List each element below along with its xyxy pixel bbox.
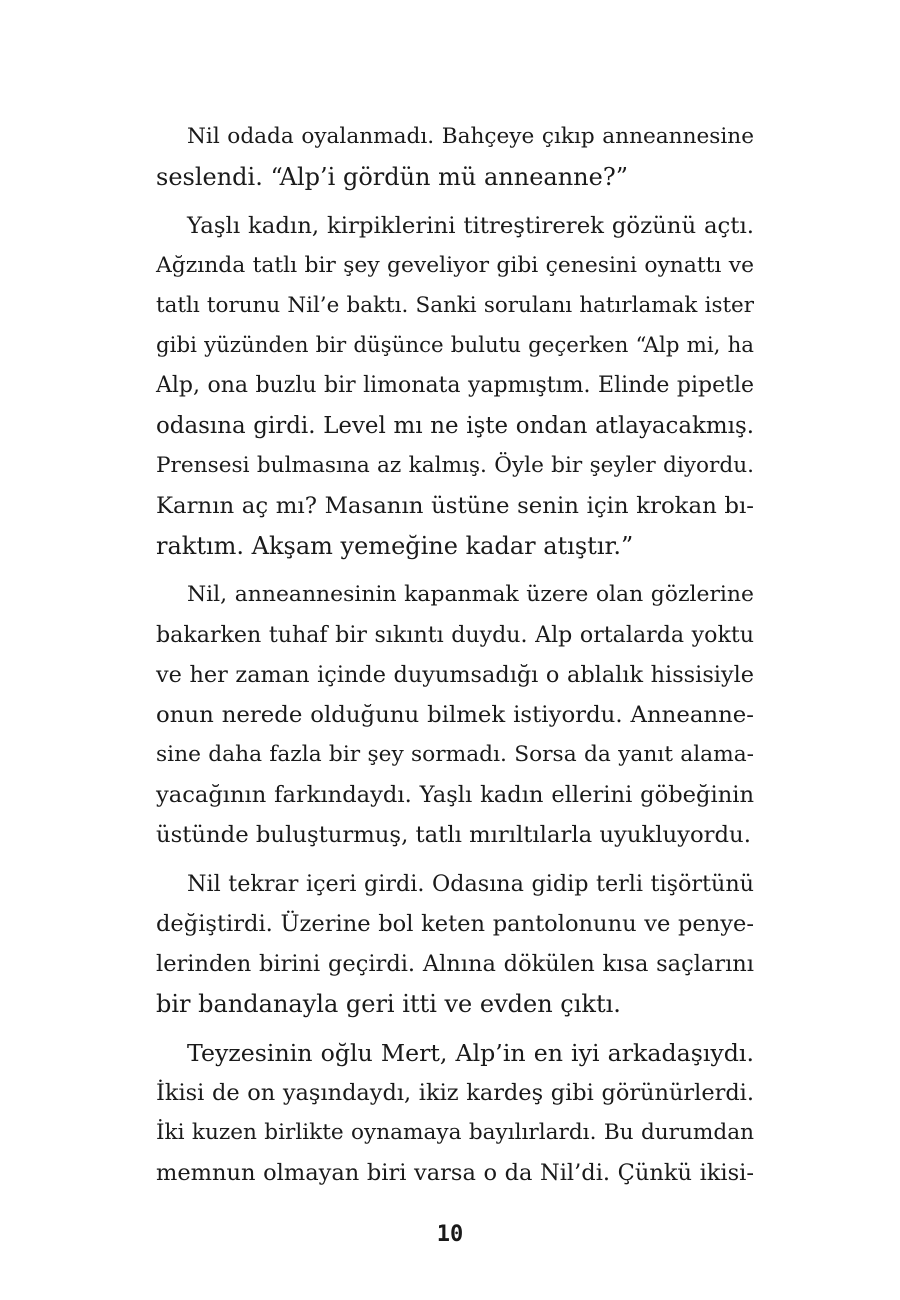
- page-number: 10: [436, 1222, 464, 1247]
- text-line: Alp, ona buzlu bir limonata yapmıştım. Elinde pipetle: [156, 373, 754, 398]
- text-line: Teyzesinin oğlu Mert, Alp’in en iyi arkadaşıydı.: [187, 1039, 754, 1067]
- text-line: Karnın aç mı? Masanın üstüne senin için krokan bı-: [156, 493, 754, 519]
- body-text: [156, 117, 754, 1202]
- text-line: Nil, anneannesinin kapanmak üzere olan gözlerine: [187, 582, 754, 607]
- text-line: ve her zaman içinde duyumsadığı o ablalık hissisiyle: [156, 662, 754, 688]
- text-line: bakarken tuhaf bir sıkıntı duydu. Alp ortalarda yoktu: [156, 622, 754, 648]
- text-line: memnun olmayan biri varsa o da Nil’di. Çünkü ikisi-: [156, 1160, 754, 1186]
- paragraph-3: [156, 575, 754, 855]
- text-line: Nil odada oyalanmadı. Bahçeye çıkıp anneannesine: [187, 124, 754, 149]
- text-line: bir bandanayla geri itti ve evden çıktı.: [156, 990, 621, 1018]
- text-line: Ağzında tatlı bir şey geveliyor gibi çenesini oynattı ve: [156, 253, 754, 278]
- text-line: onun nerede olduğunu bilmek istiyordu. Anneanne-: [156, 702, 754, 728]
- text-line: odasına girdi. Level mı ne işte ondan atlayacakmış.: [156, 413, 754, 439]
- text-line: gibi yüzünden bir düşünce bulutu geçerken “Alp mi, ha: [156, 333, 754, 358]
- text-line: tatlı torunu Nil’e baktı. Sanki sorulanı hatırlamak ister: [156, 293, 754, 318]
- paragraph-1: [156, 117, 754, 197]
- text-line: değiştirdi. Üzerine bol keten pantolonunu ve penye-: [156, 911, 754, 937]
- text-line: Yaşlı kadın, kirpiklerini titreştirerek gözünü açtı.: [187, 213, 754, 239]
- text-line: yacağının farkındaydı. Yaşlı kadın ellerini göbeğinin: [156, 782, 754, 808]
- text-line: Nil tekrar içeri girdi. Odasına gidip terli tişörtünü: [187, 871, 754, 897]
- text-line: üstünde buluşturmuş, tatlı mırıltılarla uyukluyordu.: [156, 822, 751, 848]
- text-line: İkisi de on yaşındaydı, ikiz kardeş gibi görünürlerdi.: [156, 1080, 754, 1106]
- text-line: raktım. Akşam yemeğine kadar atıştır.”: [156, 532, 634, 560]
- text-line: sine daha fazla bir şey sormadı. Sorsa da yanıt alama-: [156, 742, 754, 767]
- text-line: seslendi. “Alp’i gördün mü anneanne?”: [156, 163, 628, 191]
- paragraph-2: [156, 206, 754, 566]
- text-line: lerinden birini geçirdi. Alnına dökülen kısa saçlarını: [156, 951, 754, 977]
- paragraph-5: [156, 1033, 754, 1193]
- text-line: İki kuzen birlikte oynamaya bayılırlardı. Bu durumdan: [156, 1120, 754, 1145]
- text-line: Prensesi bulmasına az kalmış. Öyle bir şeyler diyordu.: [156, 453, 754, 478]
- paragraph-4: [156, 864, 754, 1024]
